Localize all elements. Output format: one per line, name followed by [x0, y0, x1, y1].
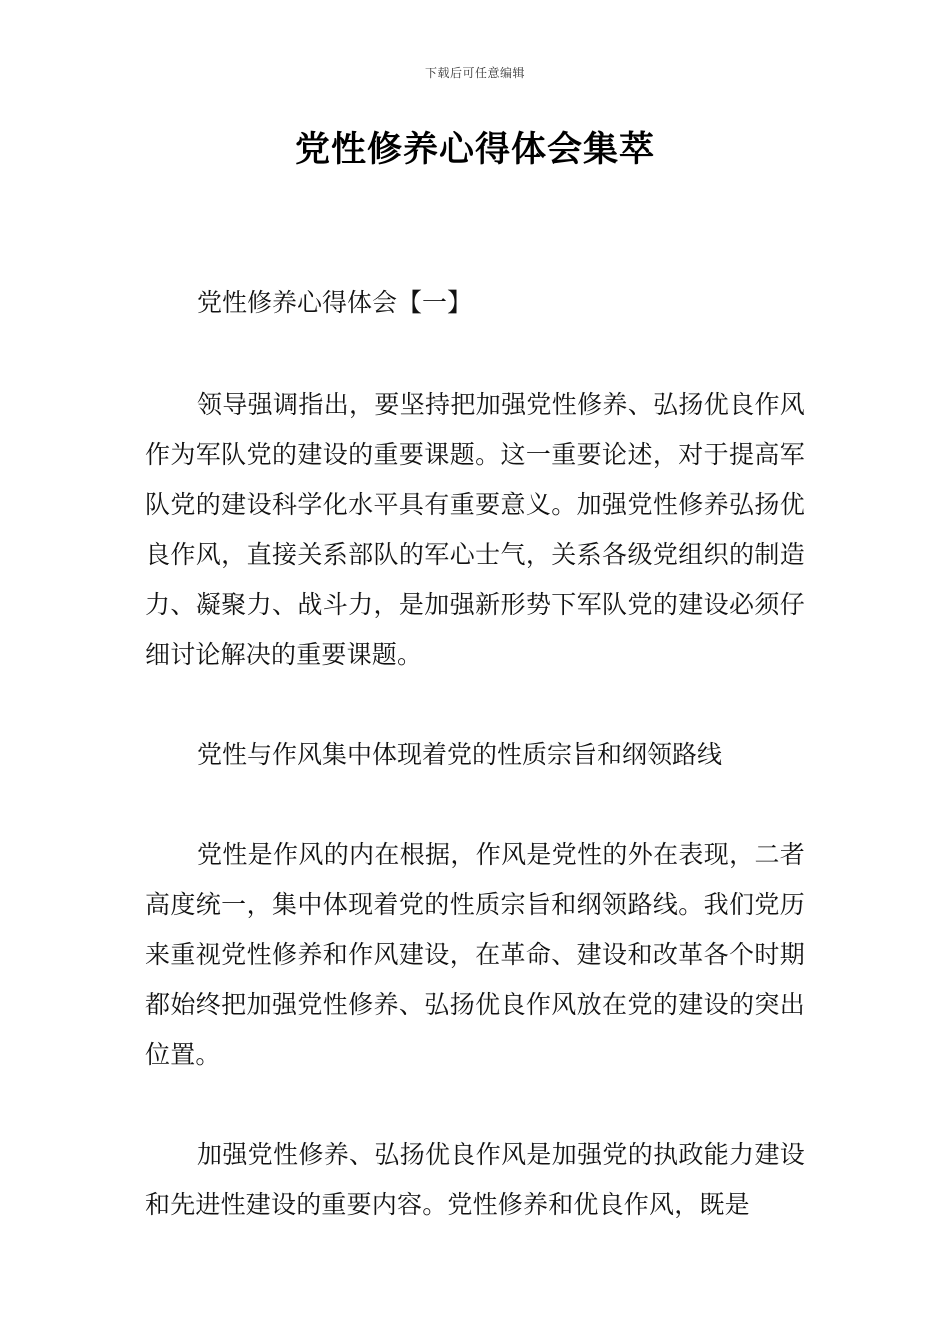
spacer: [145, 680, 805, 730]
subheading-1: 党性与作风集中体现着党的性质宗旨和纲领路线: [197, 740, 723, 769]
spacer: [145, 1080, 805, 1130]
spacer: [145, 780, 805, 830]
paragraph-3: 加强党性修养、弘扬优良作风是加强党的执政能力建设和先进性建设的重要内容。党性修养和优良作风，既是: [145, 1140, 805, 1219]
header-note: 下载后可任意编辑: [424, 66, 525, 80]
document-title: 党性修养心得体会集萃: [294, 129, 655, 170]
paragraph-2: 党性是作风的内在根据，作风是党性的外在表现，二者高度统一，集中体现着党的性质宗旨和纲领路线。我们党历来重视党性修养和作风建设，在革命、建设和改革各个时期都始终把加强党性修养、弘扬优良作风放在党的建设的突出位置。: [145, 840, 805, 1069]
document-body: [145, 278, 805, 1230]
spacer: [145, 328, 805, 380]
section-heading: 党性修养心得体会【一】: [197, 288, 473, 317]
paragraph-1: 领导强调指出，要坚持把加强党性修养、弘扬优良作风作为军队党的建设的重要课题。这一重要论述，对于提高军队党的建设科学化水平具有重要意义。加强党性修养弘扬优良作风，直接关系部队的军心士气，关系各级党组织的制造力、凝聚力、战斗力，是加强新形势下军队党的建设必须仔细讨论解决的重要课题。: [145, 390, 805, 669]
